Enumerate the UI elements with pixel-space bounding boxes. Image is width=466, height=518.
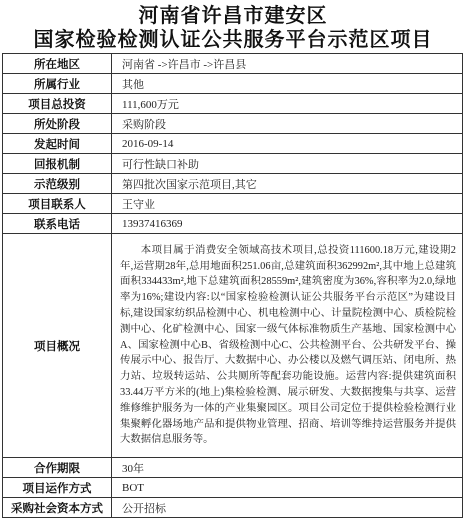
row-return-mechanism bbox=[3, 154, 463, 174]
row-cooperation-period bbox=[3, 458, 463, 478]
row-contact-person bbox=[3, 194, 463, 214]
label-procurement-method: 采购社会资本方式 bbox=[3, 498, 112, 518]
value-procurement-method: 公开招标 bbox=[112, 498, 463, 518]
title-line-1: 河南省许昌市建安区 bbox=[138, 3, 328, 27]
label-start-date: 发起时间 bbox=[3, 134, 112, 154]
value-start-date: 2016-09-14 bbox=[112, 134, 463, 154]
label-demo-level: 示范级别 bbox=[3, 174, 112, 194]
label-operation-mode: 项目运作方式 bbox=[3, 478, 112, 498]
value-return-mechanism: 可行性缺口补助 bbox=[112, 154, 463, 174]
label-contact-person: 项目联系人 bbox=[3, 194, 112, 214]
row-contact-phone bbox=[3, 214, 463, 234]
label-contact-phone: 联系电话 bbox=[3, 214, 112, 234]
value-contact-person: 王守业 bbox=[112, 194, 463, 214]
label-overview: 项目概况 bbox=[3, 234, 112, 458]
value-cooperation-period: 30年 bbox=[112, 458, 463, 478]
label-industry: 所属行业 bbox=[3, 74, 112, 94]
row-region bbox=[3, 54, 463, 74]
value-contact-phone: 13937416369 bbox=[112, 214, 463, 234]
project-info-table bbox=[2, 53, 463, 518]
value-overview: 本项目属于消费安全领域高技术项目,总投资111600.18万元,建设期2年,运营期28年,总用地面积251.06亩,总建筑面积362992m²,其中地上总建筑面积334433m²,地下总建筑面积28559m²,建筑密度为36%,容积率为2.0,绿地率为16%;建设内容:以“国家检验检测认证公共服务平台示范区”为建设目标,建设国家纺织品检测中心、机电检测中心、计量院检测中心、质检院检测中心、化矿检测中心、国家一级气体标准物质生产基地、国家检测中心A、国家检测中心B、省级检测中心C、公共检测平台、公共研发平台、操传展示中心、报告厅、大数据中心、办公楼以及燃气调压站、闭电所、热力站、垃圾转运站、公共厕所等配套功能设施。运营内容:提供建筑面积33.44万平方米的(地上)集检验检测、展示研发、大数据搜集与共享、运营维修维护服务为一体的产业集聚园区。项目公司定位于提供检验检测行业集聚孵化器场地产品和提供物业管理、招商、培训等维持运营服务并提供大数据信息服务等。 bbox=[112, 234, 463, 458]
label-cooperation-period: 合作期限 bbox=[3, 458, 112, 478]
value-demo-level: 第四批次国家示范项目,其它 bbox=[112, 174, 463, 194]
row-demo-level bbox=[3, 174, 463, 194]
row-investment bbox=[3, 94, 463, 114]
row-overview bbox=[3, 234, 463, 458]
row-procurement-method bbox=[3, 498, 463, 518]
label-return-mechanism: 回报机制 bbox=[3, 154, 112, 174]
label-region: 所在地区 bbox=[3, 54, 112, 74]
value-investment: 111,600万元 bbox=[112, 94, 463, 114]
value-industry: 其他 bbox=[112, 74, 463, 94]
label-investment: 项目总投资 bbox=[3, 94, 112, 114]
row-operation-mode bbox=[3, 478, 463, 498]
value-region: 河南省 ->许昌市 ->许昌县 bbox=[112, 54, 463, 74]
value-stage: 采购阶段 bbox=[112, 114, 463, 134]
row-industry bbox=[3, 74, 463, 94]
title-line-2: 国家检验检测认证公共服务平台示范区项目 bbox=[33, 27, 433, 51]
row-stage bbox=[3, 114, 463, 134]
page-title bbox=[0, 3, 466, 51]
row-start-date bbox=[3, 134, 463, 154]
label-stage: 所处阶段 bbox=[3, 114, 112, 134]
value-operation-mode: BOT bbox=[112, 478, 463, 498]
